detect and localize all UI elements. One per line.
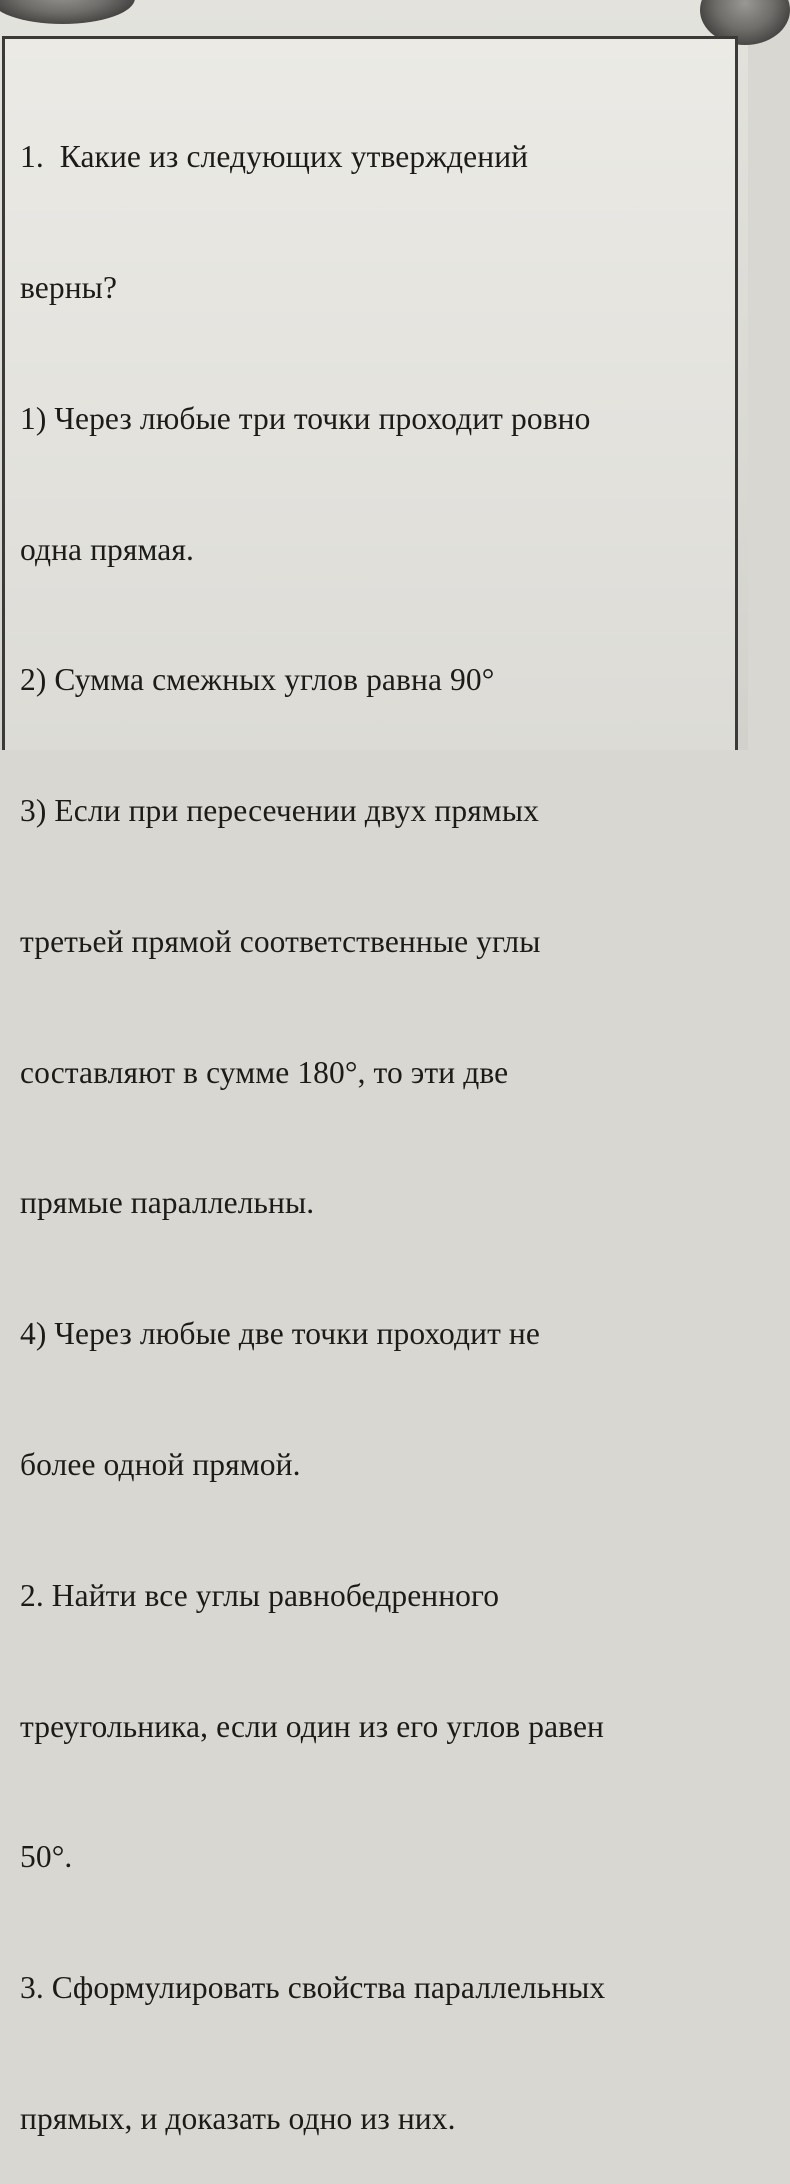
- statement-4: 4) Через любые две точки проходит не: [20, 1316, 540, 1352]
- question-2: 2. Найти все углы равнобедренного: [20, 1577, 500, 1613]
- assignment-text: [20, 48, 732, 2184]
- question-3: 3. Сформулировать свойства параллельных: [20, 1970, 606, 2006]
- statement-4-cont: более одной прямой.: [20, 1447, 301, 1482]
- statement-3-cont-2: составляют в сумме 180°, то эти две: [20, 1054, 509, 1090]
- question-1-header: 1. Какие из следующих утверждений: [20, 139, 529, 175]
- question-3-cont: прямых, и доказать одно из них.: [20, 2100, 456, 2136]
- statement-2: 2) Сумма смежных углов равна 90°: [20, 662, 495, 698]
- binder-ring-left: [0, 0, 135, 24]
- statement-1: 1) Через любые три точки проходит ровно: [20, 400, 591, 436]
- question-2-cont-1: треугольника, если один из его углов равен: [20, 1708, 604, 1744]
- question-2-cont-2: 50°.: [20, 1839, 73, 1875]
- statement-3: 3) Если при пересечении двух прямых: [20, 793, 539, 829]
- statement-3-cont-1: третьей прямой соответственные углы: [20, 923, 541, 959]
- statement-3-cont-3: прямые параллельны.: [20, 1185, 315, 1221]
- statement-1-cont: одна прямая.: [20, 531, 194, 567]
- question-1-header-cont: верны?: [20, 269, 118, 305]
